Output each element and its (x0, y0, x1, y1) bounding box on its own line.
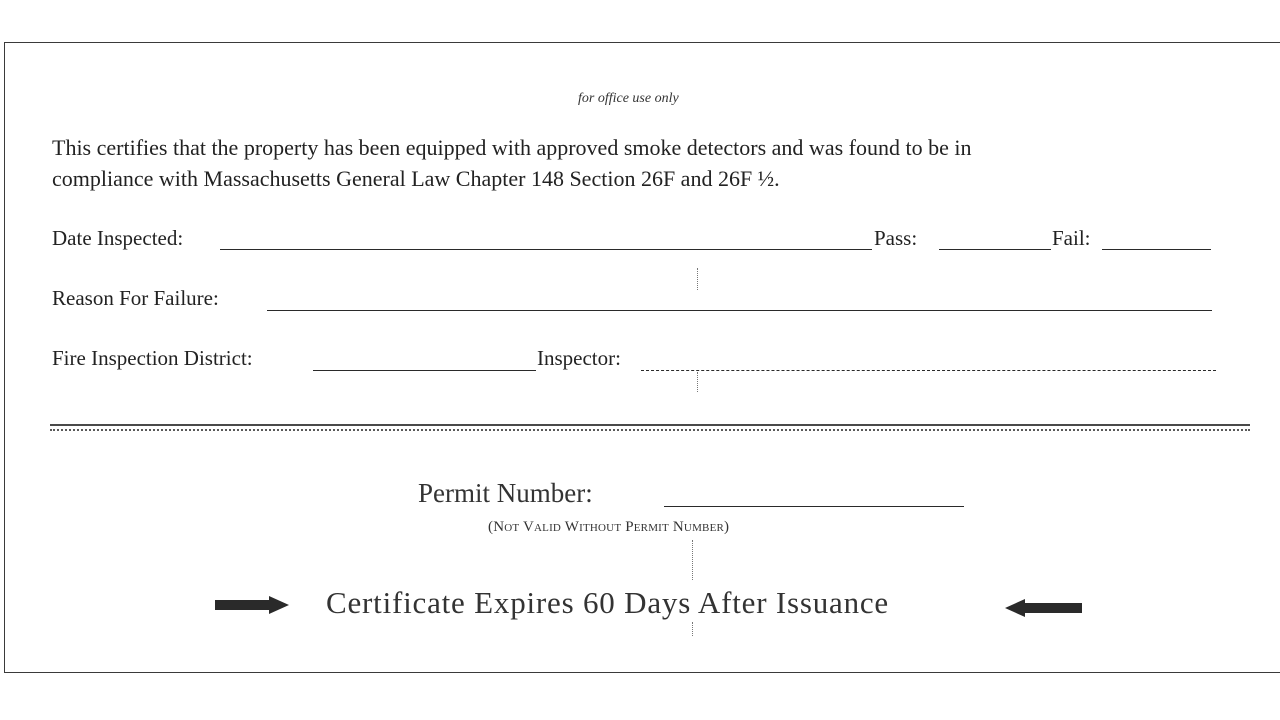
scan-mark (697, 268, 698, 290)
inspector-label: Inspector: (537, 346, 621, 370)
pass-field[interactable] (939, 249, 1051, 250)
date-inspected-label: Date Inspected: (52, 226, 184, 250)
scan-mark (697, 372, 698, 392)
reason-for-failure-label: Reason For Failure: (52, 286, 219, 310)
certification-line-2: compliance with Massachusetts General Law Chapter 148 Section 26F and 26F ½. (52, 166, 780, 191)
office-use-note: for office use only (578, 91, 679, 106)
date-inspected-field[interactable] (220, 249, 872, 250)
fire-inspection-district-label: Fire Inspection District: (52, 346, 253, 370)
inspector-field[interactable] (641, 370, 1216, 371)
fire-inspection-district-field[interactable] (313, 370, 536, 371)
certificate-expiry-notice: Certificate Expires 60 Days After Issuance (326, 585, 889, 620)
certification-line-1: This certifies that the property has been equipped with approved smoke detectors and was found to be in (52, 135, 972, 160)
pass-label: Pass: (874, 226, 918, 250)
certification-statement (52, 132, 971, 194)
right-pointing-arrow-icon (214, 593, 292, 617)
reason-for-failure-field[interactable] (267, 310, 1212, 311)
scan-mark (692, 540, 693, 580)
permit-required-note: (Not Valid Without Permit Number) (488, 519, 730, 535)
scan-mark (692, 622, 693, 636)
left-pointing-arrow-icon (1002, 596, 1084, 620)
permit-number-field[interactable] (664, 506, 964, 507)
fail-label: Fail: (1052, 226, 1091, 250)
cut-line-separator (50, 424, 1250, 431)
fail-field[interactable] (1102, 249, 1211, 250)
permit-number-label: Permit Number: (418, 478, 593, 508)
